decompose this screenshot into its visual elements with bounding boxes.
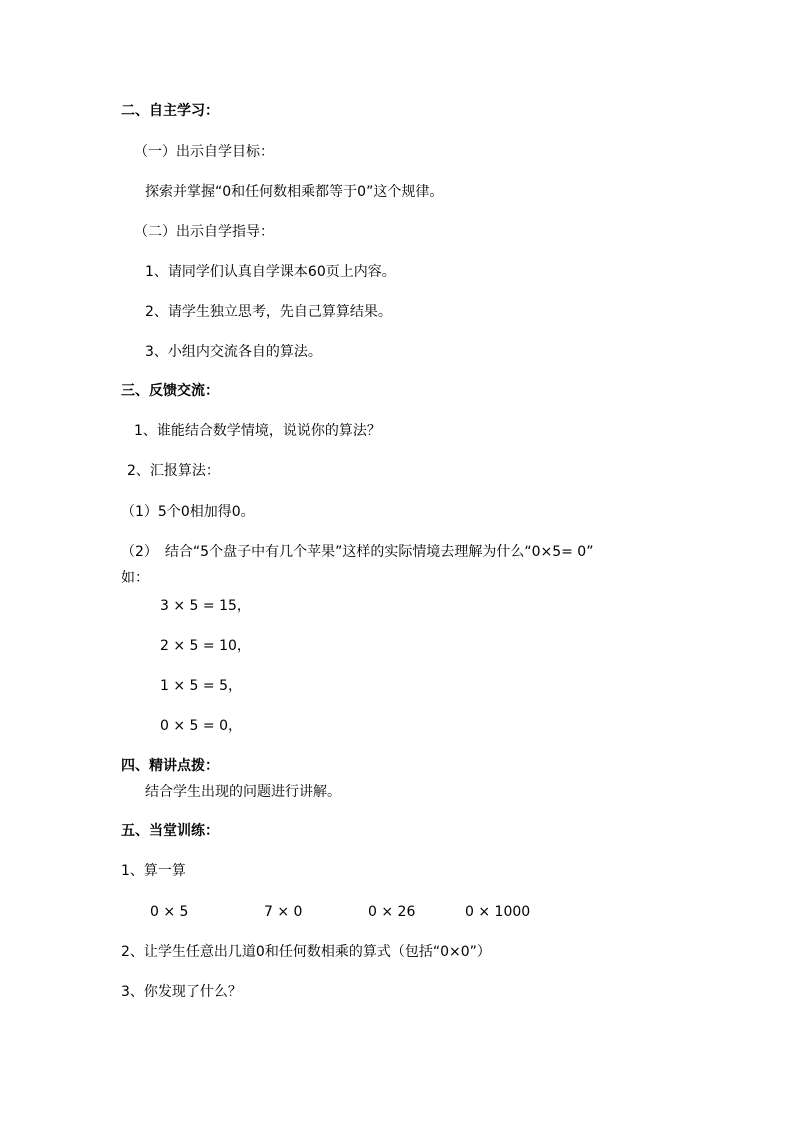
exercise-expression: 7 × 0 — [264, 904, 303, 920]
exercise-expression: 0 × 26 — [368, 904, 416, 920]
example-label: 如： — [121, 570, 149, 586]
guide-step: 1、请同学们认真自学课本60页上内容。 — [145, 264, 396, 280]
section-heading-explain: 四、精讲点拨： — [121, 758, 219, 774]
sub-heading-guide: （二）出示自学指导： — [134, 224, 274, 240]
example-equation: 2 × 5 = 10， — [160, 638, 251, 654]
section-heading-feedback: 三、反馈交流： — [121, 383, 219, 399]
practice-item: 2、让学生任意出几道0和任何数相乘的算式（包括“0×0”） — [121, 944, 491, 960]
example-equation: 1 × 5 = 5， — [160, 678, 242, 694]
method-item: （2） 结合“5个盘子中有几个苹果”这样的实际情境去理解为什么“0×5= 0” — [121, 544, 594, 560]
practice-item: 3、你发现了什么？ — [121, 984, 242, 1000]
feedback-question: 2、汇报算法： — [127, 463, 220, 479]
exercise-expression: 0 × 1000 — [465, 904, 531, 920]
goal-text: 探索并掌握“0和任何数相乘都等于0”这个规律。 — [145, 184, 444, 200]
explain-text: 结合学生出现的问题进行讲解。 — [145, 784, 341, 800]
sub-heading-goal: （一）出示自学目标： — [134, 144, 274, 160]
exercise-expression: 0 × 5 — [150, 904, 189, 920]
section-heading-practice: 五、当堂训练： — [121, 823, 219, 839]
guide-step: 3、小组内交流各自的算法。 — [145, 344, 322, 360]
method-item: （1）5个0相加得0。 — [121, 504, 255, 520]
feedback-question: 1、谁能结合数学情境，说说你的算法？ — [134, 423, 381, 439]
section-heading-self-study: 二、自主学习： — [121, 103, 219, 119]
example-equation: 0 × 5 = 0， — [160, 718, 242, 734]
practice-item: 1、算一算 — [121, 863, 186, 879]
example-equation: 3 × 5 = 15， — [160, 598, 251, 614]
guide-step: 2、请学生独立思考，先自己算算结果。 — [145, 304, 392, 320]
